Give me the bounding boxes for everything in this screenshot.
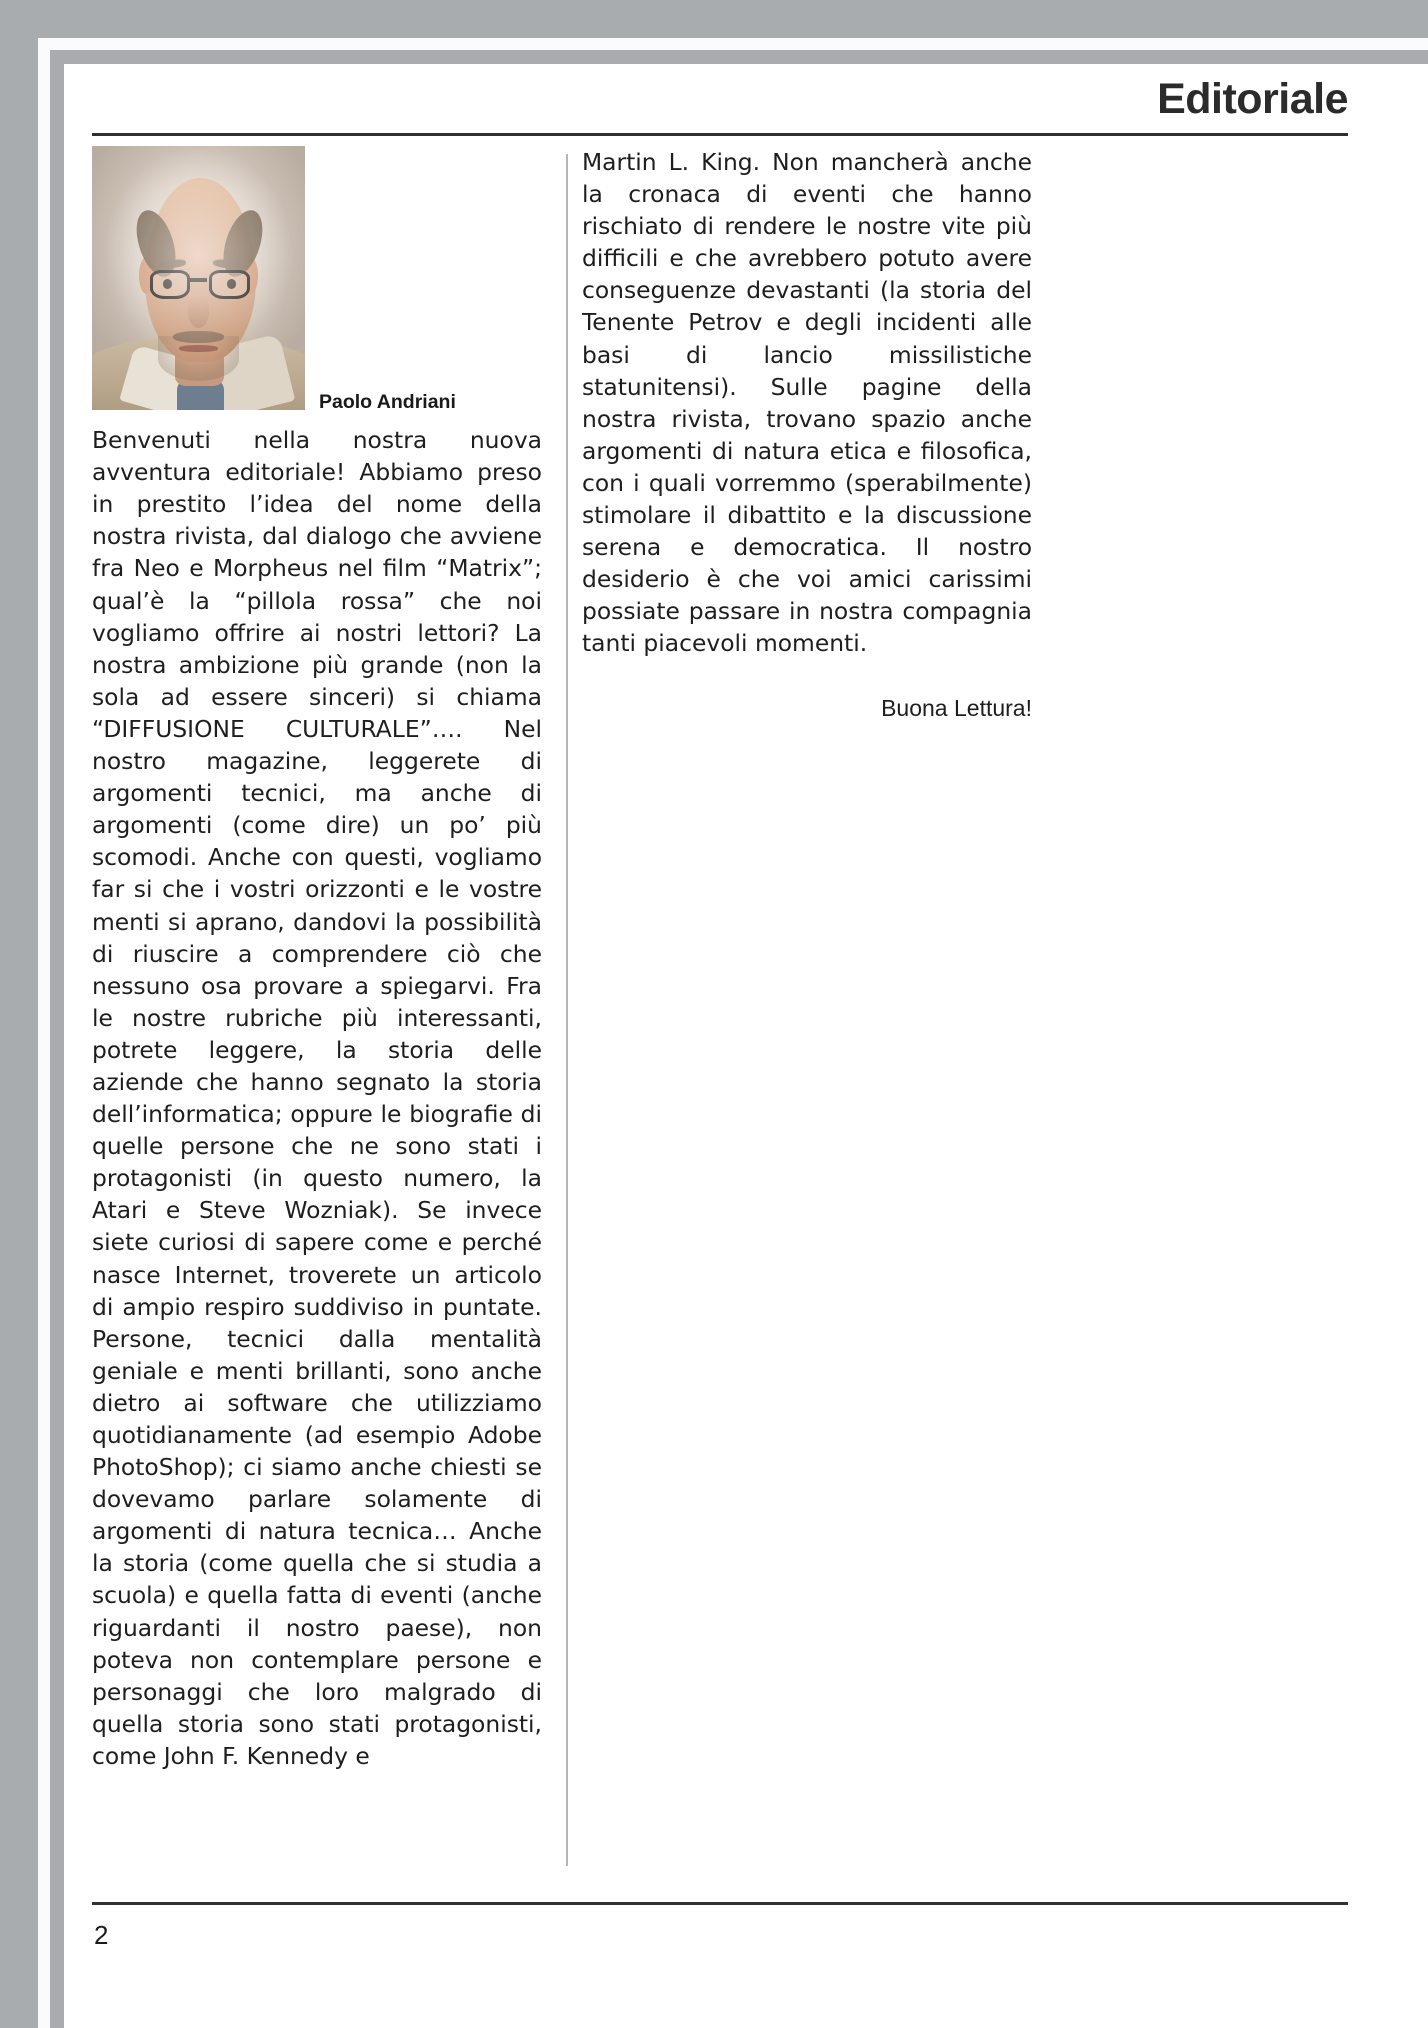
right-column (582, 146, 1032, 724)
article-columns (92, 146, 1348, 1886)
photo-caption: Paolo Andriani (319, 391, 456, 413)
column-divider (566, 154, 568, 1866)
page-title: Editoriale (1157, 75, 1348, 123)
editorial-body-right: Martin L. King. Non mancherà anche la cronaca di eventi che hanno rischiato di rendere le nostre vite più difficili e che avrebbero potuto avere conseguenze devastanti (la storia del Tenente Petrov e degli incidenti alle basi di lancio missilistiche statunitensi). Sulle pagine della nostra rivista, trovano spazio anche argomenti di natura etica e filosofica, con i quali vorremmo (sperabilmente) stimolare il dibattito e la discussione serena e democratica. Il nostro desiderio è che voi amici carissimi possiate passare in nostra compagnia tanti piacevoli momenti. (582, 148, 1032, 658)
left-column (92, 146, 542, 1772)
masthead-rule (92, 133, 1348, 136)
author-photo-block (92, 146, 542, 418)
page-number: 2 (94, 1920, 109, 1950)
portrait-vignette (92, 146, 305, 410)
editorial-page (64, 64, 1428, 2028)
footer-rule (92, 1902, 1348, 1905)
portrait-photo (92, 146, 305, 410)
editorial-body-left: Benvenuti nella nostra nuova avventura editoriale! Abbiamo preso in prestito l’idea del nome della nostra rivista, dal dialogo che avviene fra Neo e Morpheus nel film “Matrix”; qual’è la “pillola rossa” che noi vogliamo offrire ai nostri lettori? La nostra ambizione più grande (non la sola ad essere sinceri) si chiama “DIFFUSIONE CULTURALE”…. Nel nostro magazine, leggerete di argomenti tecnici, ma anche di argomenti (come dire) un po’ più scomodi. Anche con questi, vogliamo far si che i vostri orizzonti e le vostre menti si aprano, dandovi la possibilità di riuscire a comprendere ciò che nessuno osa provare a spiegarvi. Fra le nostre rubriche più interessanti, potrete leggere, la storia delle aziende che hanno segnato la storia dell’informatica; oppure le biografie di quelle persone che ne sono stati i protagonisti (in questo numero, la Atari e Steve Wozniak). Se invece siete curiosi di sapere come e perché nasce Internet, troverete un articolo di ampio respiro suddiviso in puntate. Persone, tecnici dalla mentalità geniale e menti brillanti, sono anche dietro ai software che utilizziamo quotidianamente (ad esempio Adobe PhotoShop); ci siamo anche chiesti se dovevamo parlare solamente di argomenti di natura tecnica… Anche la storia (come quella che si studia a scuola) e quella fatta di eventi (anche riguardanti il nostro paese), non poteva non contemplare persone e personaggi che loro malgrado di quella storia sono stati protagonisti, come John F. Kennedy e (92, 426, 542, 1770)
masthead (92, 75, 1348, 136)
editorial-signoff: Buona Lettura! (881, 694, 1032, 721)
